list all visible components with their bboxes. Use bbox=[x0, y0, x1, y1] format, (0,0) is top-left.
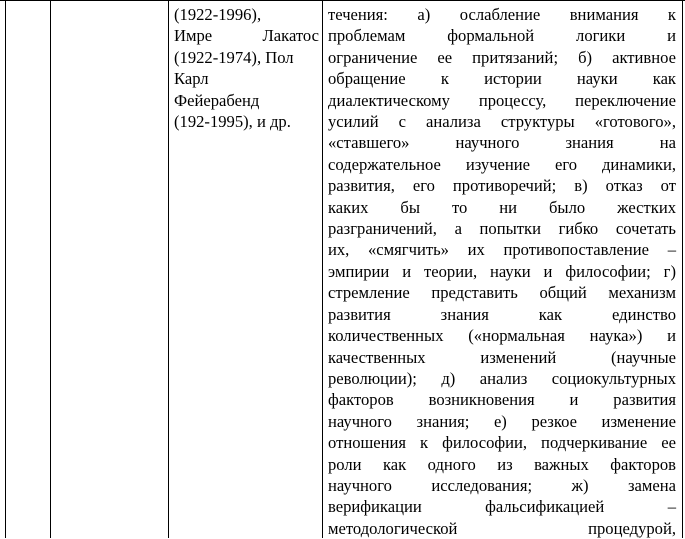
content-line: верификации фальсификацией – bbox=[328, 497, 676, 517]
content-line: течения: а) ослабление внимания к bbox=[328, 5, 676, 24]
authors-line: Карл bbox=[174, 69, 209, 89]
authors-cell bbox=[174, 4, 319, 132]
table-column-border bbox=[5, 0, 6, 538]
content-line: стремление представить общий механизм bbox=[328, 283, 676, 303]
content-line: их, «смягчить» их противопоставление – bbox=[328, 240, 676, 260]
authors-line: (1922-1974), Пол bbox=[174, 47, 294, 67]
content-line: научного исследования; ж) замена bbox=[328, 475, 676, 495]
authors-line: Фейерабенд bbox=[174, 90, 260, 110]
content-line: «ставшего» научного знания на bbox=[328, 133, 676, 153]
content-line: отношения к философии, подчеркивание ее bbox=[328, 433, 676, 453]
content-cell bbox=[328, 4, 676, 539]
content-line: методологической процедурой, bbox=[328, 518, 676, 538]
content-line: каких бы то ни было жестких bbox=[328, 197, 676, 217]
content-line: проблемам формальной логики и bbox=[328, 26, 676, 46]
content-line: ограничение ее притязаний; б) активное bbox=[328, 47, 676, 67]
authors-line: (1922-1996), bbox=[174, 5, 262, 24]
content-line: качественных изменений (научные bbox=[328, 347, 676, 367]
content-line: развития знания как единство bbox=[328, 304, 676, 324]
authors-line: (192-1995), и др. bbox=[174, 112, 291, 132]
content-line: обращение к истории науки как bbox=[328, 69, 676, 89]
content-line: эмпирии и теории, науки и философии; г) bbox=[328, 261, 676, 281]
content-line: усилий с анализа структуры «готового», bbox=[328, 112, 676, 132]
table-top-border bbox=[0, 0, 685, 1]
content-line: развития, его противоречий; в) отказ от bbox=[328, 176, 676, 196]
content-line: факторов возникновения и развития bbox=[328, 390, 676, 410]
content-line: содержательное изучение его динамики, bbox=[328, 154, 676, 174]
content-line: диалектическому процессу, переключение bbox=[328, 90, 676, 110]
content-line: разграничений, а попытки гибко сочетать bbox=[328, 219, 676, 239]
content-line: научного знания; е) резкое изменение bbox=[328, 411, 676, 431]
table-column-border bbox=[50, 0, 51, 538]
content-line: революции); д) анализ социокультурных bbox=[328, 368, 676, 388]
table-column-border bbox=[682, 0, 683, 538]
content-line: количественных («нормальная наука») и bbox=[328, 326, 676, 346]
content-line: роли как одного из важных факторов bbox=[328, 454, 676, 474]
table-column-border bbox=[168, 0, 169, 538]
authors-line: Имре Лакатос bbox=[174, 26, 319, 46]
table-column-border bbox=[322, 0, 323, 538]
